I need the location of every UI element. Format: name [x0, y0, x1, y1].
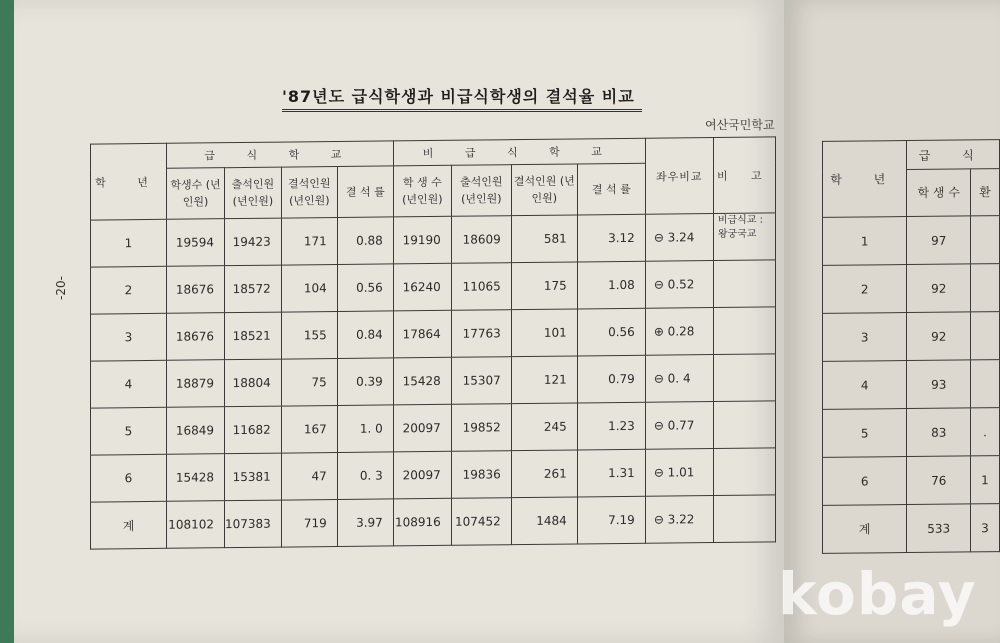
header-m-attend: 출석인원 (년인원) — [225, 167, 282, 219]
grade-cell: 3 — [91, 313, 167, 361]
nonmeal-attend-cell: 19836 — [451, 451, 511, 499]
grade-cell: 1 — [823, 217, 907, 266]
kobay-watermark: kobay — [778, 560, 977, 628]
meal-absent-cell: 47 — [281, 453, 337, 501]
extra-cell: 1 — [971, 456, 1000, 504]
meal-attend-cell: 18804 — [225, 359, 282, 407]
extra-cell: 3 — [971, 504, 1000, 552]
students-cell: 83 — [907, 408, 971, 457]
extra-cell — [971, 216, 1000, 264]
meal-rate-cell: 0.39 — [337, 358, 393, 406]
nonmeal-rate-cell: 1.08 — [577, 261, 645, 309]
table-row-total — [91, 495, 776, 549]
extra-cell — [971, 360, 1000, 408]
nonmeal-attend-cell: 18609 — [451, 216, 511, 264]
nonmeal-absent-cell: 101 — [511, 309, 577, 357]
meal-students-cell: 18879 — [167, 360, 225, 408]
nonmeal-attend-cell: 107452 — [451, 498, 511, 546]
meal-students-cell: 18676 — [167, 313, 225, 361]
table-row — [823, 504, 1000, 554]
header-n-rate: 결 석 률 — [577, 163, 645, 215]
nonmeal-rate-cell: 1.31 — [577, 449, 645, 497]
meal-rate-cell: 3.97 — [337, 499, 393, 547]
header-compare: 좌우비교 — [645, 138, 713, 215]
meal-attend-cell: 18572 — [225, 265, 282, 313]
table-row — [91, 213, 776, 267]
meal-students-cell: 108102 — [167, 501, 225, 549]
meal-attend-cell: 18521 — [225, 312, 282, 360]
table-row — [823, 456, 1000, 506]
nonmeal-absent-cell: 1484 — [511, 497, 577, 545]
nonmeal-absent-cell: 121 — [511, 356, 577, 404]
nonmeal-students-cell: 15428 — [393, 357, 451, 405]
header-m-rate: 결 석 률 — [337, 166, 393, 218]
remark-cell: 비급식교 : 왕궁국교 — [713, 213, 775, 261]
compare-cell: ⊖ 0. 4 — [645, 355, 713, 403]
compare-cell: ⊖ 1.01 — [645, 449, 713, 497]
header-grade: 학 년 — [91, 143, 167, 220]
meal-absent-cell: 719 — [281, 500, 337, 548]
remark-cell — [713, 448, 775, 496]
compare-cell: ⊖ 0.77 — [645, 402, 713, 450]
grade-cell: 2 — [91, 266, 167, 314]
meal-rate-cell: 0.84 — [337, 311, 393, 359]
grade-cell: 계 — [91, 501, 167, 549]
meal-rate-cell: 0.56 — [337, 264, 393, 312]
remark-cell — [713, 354, 775, 402]
table-row — [91, 307, 776, 361]
nonmeal-rate-cell: 1.23 — [577, 402, 645, 450]
compare-cell: ⊕ 0.28 — [645, 308, 713, 356]
extra-cell — [971, 312, 1000, 360]
grade-cell: 6 — [823, 457, 907, 506]
nonmeal-students-cell: 17864 — [393, 310, 451, 358]
table-row — [823, 264, 1000, 314]
meal-attend-cell: 15381 — [225, 453, 282, 501]
nonmeal-attend-cell: 19852 — [451, 404, 511, 452]
grade-cell: 5 — [823, 409, 907, 458]
grade-cell: 5 — [91, 407, 167, 455]
grade-cell: 3 — [823, 313, 907, 362]
side-header-meal: 급 식 — [907, 140, 1000, 170]
table-row — [91, 354, 776, 408]
meal-students-cell: 15428 — [167, 454, 225, 502]
meal-attend-cell: 19423 — [225, 218, 282, 266]
side-header-grade: 학 년 — [823, 141, 907, 218]
students-cell: 533 — [907, 504, 971, 553]
table-row — [823, 312, 1000, 362]
grade-cell: 4 — [91, 360, 167, 408]
meal-rate-cell: 1. 0 — [337, 405, 393, 453]
table-row — [823, 408, 1000, 458]
grade-cell: 2 — [823, 265, 907, 314]
remark-cell — [713, 260, 775, 308]
nonmeal-rate-cell: 0.56 — [577, 308, 645, 356]
next-page-table — [822, 139, 1000, 554]
meal-attend-cell: 11682 — [225, 406, 282, 454]
meal-rate-cell: 0. 3 — [337, 452, 393, 500]
table-row — [823, 360, 1000, 410]
absence-comparison-table — [90, 136, 776, 549]
header-m-absent: 결석인원 (년인원) — [281, 167, 337, 219]
meal-absent-cell: 167 — [281, 406, 337, 454]
students-cell: 97 — [907, 216, 971, 265]
compare-cell: ⊖ 3.24 — [645, 214, 713, 262]
nonmeal-rate-cell: 3.12 — [577, 214, 645, 262]
page-number: -20- — [54, 276, 68, 300]
nonmeal-students-cell: 16240 — [393, 263, 451, 311]
school-name: 여산국민학교 — [705, 118, 775, 132]
students-cell: 92 — [907, 264, 971, 313]
side-header-partial: 환 — [971, 169, 1000, 216]
meal-students-cell: 18676 — [167, 266, 225, 314]
nonmeal-students-cell: 20097 — [393, 404, 451, 452]
nonmeal-absent-cell: 581 — [511, 215, 577, 263]
nonmeal-students-cell: 19190 — [393, 216, 451, 264]
meal-students-cell: 16849 — [167, 407, 225, 455]
nonmeal-students-cell: 108916 — [393, 498, 451, 546]
nonmeal-absent-cell: 261 — [511, 450, 577, 498]
compare-cell: ⊖ 0.52 — [645, 261, 713, 309]
compare-cell: ⊖ 3.22 — [645, 496, 713, 544]
header-m-students: 학생수 (년인원) — [167, 168, 225, 220]
header-remarks: 비 고 — [713, 137, 775, 214]
document-title: '87년도 급식학생과 비급식학생의 결석율 비교 — [282, 84, 642, 112]
students-cell: 93 — [907, 360, 971, 409]
grade-cell: 1 — [91, 219, 167, 267]
meal-absent-cell: 171 — [281, 218, 337, 266]
nonmeal-students-cell: 20097 — [393, 451, 451, 499]
side-header-students: 학 생 수 — [907, 169, 971, 217]
nonmeal-rate-cell: 0.79 — [577, 355, 645, 403]
nonmeal-rate-cell: 7.19 — [577, 496, 645, 544]
header-nonmeal-school: 비 급 식 학 교 — [393, 138, 645, 166]
header-meal-school: 급 식 학 교 — [167, 141, 394, 168]
meal-absent-cell: 104 — [281, 265, 337, 313]
extra-cell — [971, 264, 1000, 312]
grade-cell: 6 — [91, 454, 167, 502]
extra-cell: . — [971, 408, 1000, 456]
nonmeal-absent-cell: 245 — [511, 403, 577, 451]
nonmeal-attend-cell: 15307 — [451, 357, 511, 405]
nonmeal-attend-cell: 11065 — [451, 263, 511, 311]
remark-cell — [713, 307, 775, 355]
meal-rate-cell: 0.88 — [337, 217, 393, 265]
table-row — [823, 216, 1000, 266]
students-cell: 92 — [907, 312, 971, 361]
nonmeal-attend-cell: 17763 — [451, 310, 511, 358]
meal-students-cell: 19594 — [167, 219, 225, 267]
grade-cell: 계 — [823, 505, 907, 554]
table-row — [91, 260, 776, 314]
table-row — [91, 448, 776, 502]
header-n-absent: 결석인원 (년인원) — [511, 164, 577, 216]
remark-cell — [713, 495, 775, 543]
header-n-students: 학 생 수 (년인원) — [393, 165, 451, 217]
meal-attend-cell: 107383 — [225, 500, 282, 548]
table-row — [91, 401, 776, 455]
remark-cell — [713, 401, 775, 449]
meal-absent-cell: 155 — [281, 312, 337, 360]
meal-absent-cell: 75 — [281, 359, 337, 407]
header-n-attend: 출석인원 (년인원) — [451, 165, 511, 217]
students-cell: 76 — [907, 456, 971, 505]
grade-cell: 4 — [823, 361, 907, 410]
nonmeal-absent-cell: 175 — [511, 262, 577, 310]
